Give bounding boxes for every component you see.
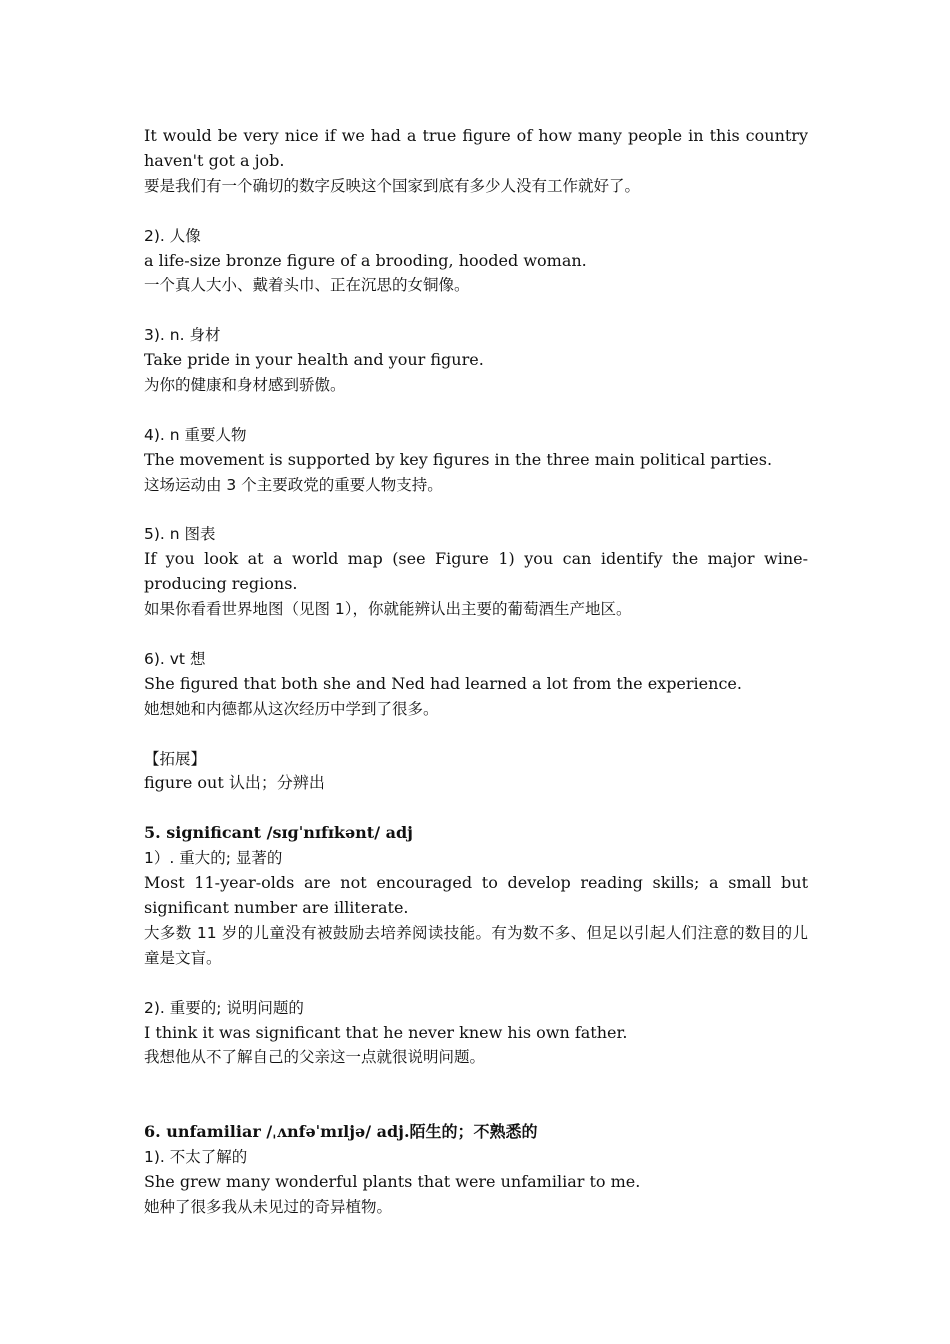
example-sentence-en: a life-size bronze figure of a brooding, hooded woman. xyxy=(144,250,587,270)
document-page xyxy=(144,124,808,1220)
sense-heading: 2). 人像 xyxy=(144,226,201,245)
example-sentence-en: She figured that both she and Ned had learned a lot from the experience. xyxy=(144,673,742,693)
extension-heading: 【拓展】 xyxy=(144,749,207,768)
example-sentence-en: I think it was significant that he never knew his own father. xyxy=(144,1022,628,1042)
sense-heading: 2). 重要的; 说明问题的 xyxy=(144,998,304,1017)
sense-heading: 1). 不太了解的 xyxy=(144,1148,248,1167)
word-entry-heading: 5. significant /sɪɡˈnɪfɪkənt/ adj xyxy=(144,823,413,843)
example-sentence-zh: 要是我们有一个确切的数字反映这个国家到底有多少人没有工作就好了。 xyxy=(144,176,641,195)
sense-heading: 5). n 图表 xyxy=(144,525,216,544)
example-sentence-en: The movement is supported by key figures in the three main political parties. xyxy=(144,449,773,469)
sense-heading: 4). n 重要人物 xyxy=(144,425,247,444)
example-sentence-zh: 她种了很多我从未见过的奇异植物。 xyxy=(144,1197,393,1216)
example-sentence-en: She grew many wonderful plants that were unfamiliar to me. xyxy=(144,1171,641,1191)
example-sentence-en: Most 11-year-olds are not encouraged to develop reading skills; a small but significant number are illiterate. xyxy=(144,873,808,917)
example-sentence-zh: 一个真人大小、戴着头巾、正在沉思的女铜像。 xyxy=(144,276,470,295)
example-sentence-en: If you look at a world map (see Figure 1) you can identify the major wine-producing regions. xyxy=(144,549,808,594)
example-sentence-zh: 我想他从不了解自己的父亲这一点就很说明问题。 xyxy=(144,1048,486,1067)
example-sentence-en: It would be very nice if we had a true figure of how many people in this country haven't got a job. xyxy=(144,126,808,170)
example-sentence-zh: 她想她和内德都从这次经历中学到了很多。 xyxy=(144,699,439,718)
example-sentence-zh: 如果你看看世界地图（见图 1），你就能辨认出主要的葡萄酒生产地区。 xyxy=(144,600,632,619)
extension-item: figure out 认出；分辨出 xyxy=(144,773,325,793)
example-sentence-zh: 大多数 11 岁的儿童没有被鼓励去培养阅读技能。有为数不多、但足以引起人们注意的数目的儿童是文盲。 xyxy=(144,923,808,967)
sense-heading: 6). vt 想 xyxy=(144,649,206,668)
sense-heading: 1）. 重大的; 显著的 xyxy=(144,849,283,868)
sense-heading: 3). n. 身材 xyxy=(144,326,221,345)
example-sentence-en: Take pride in your health and your figure. xyxy=(144,350,484,370)
word-entry-heading: 6. unfamiliar /ˌʌnfəˈmɪljə/ adj.陌生的；不熟悉的 xyxy=(144,1122,538,1142)
example-sentence-zh: 为你的健康和身材感到骄傲。 xyxy=(144,376,346,395)
example-sentence-zh: 这场运动由 3 个主要政党的重要人物支持。 xyxy=(144,475,443,494)
